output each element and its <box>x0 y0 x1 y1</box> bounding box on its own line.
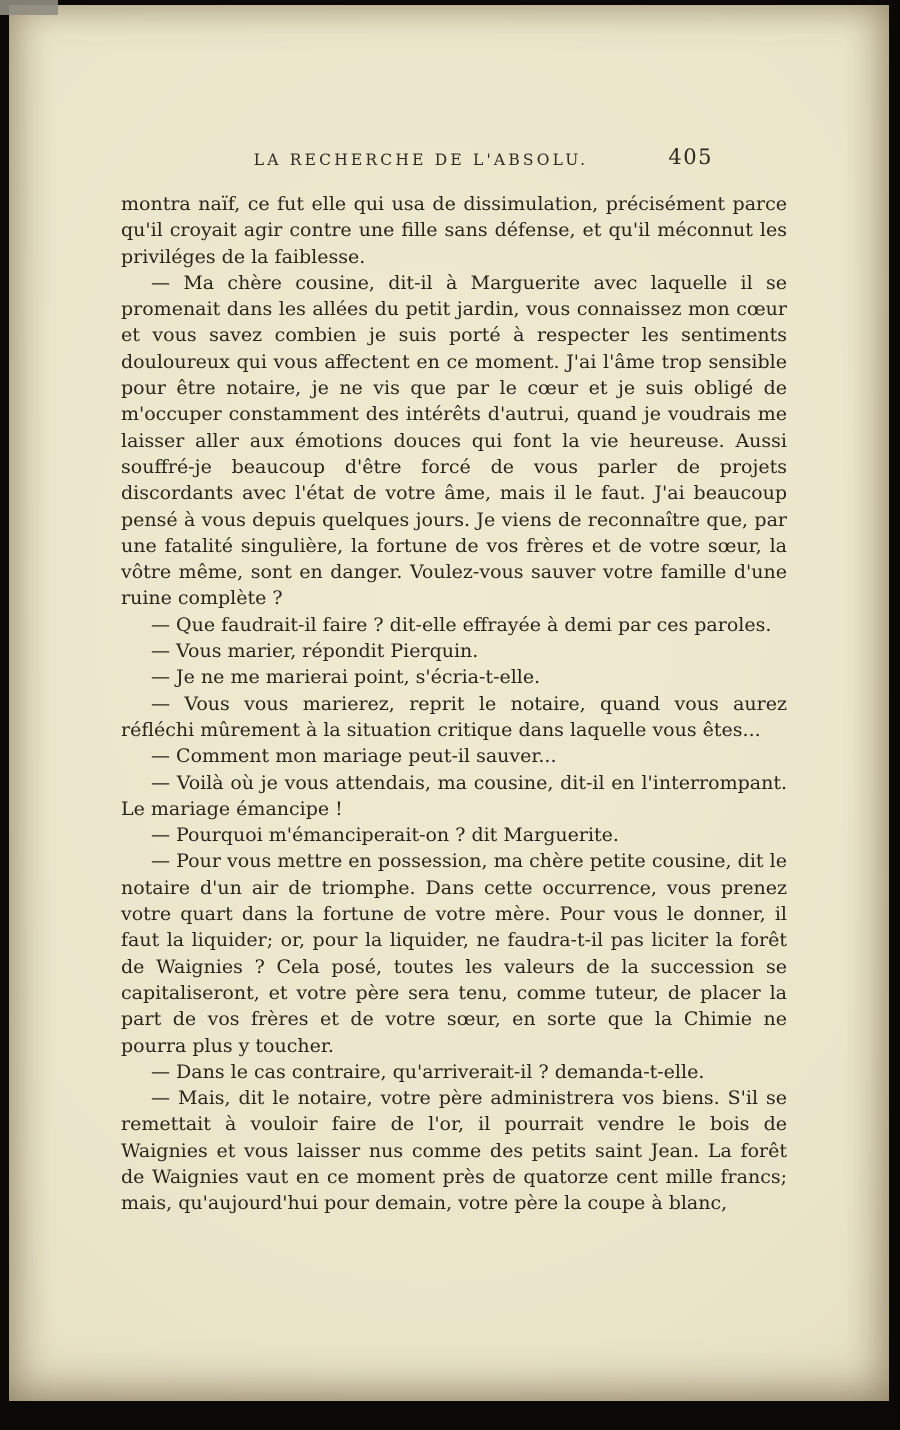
paragraph: — Comment mon mariage peut-il sauver... <box>151 745 557 768</box>
page-paper <box>9 5 889 1401</box>
paragraph: — Vous vous marierez, reprit le notaire, quand vous aurez réfléchi mûrement à la situation critique dans laquelle vous êtes... <box>121 692 787 741</box>
page-header <box>121 145 787 183</box>
paragraph: — Dans le cas contraire, qu'arriverait-il ? demanda-t-elle. <box>151 1060 705 1083</box>
paragraph: — Vous marier, répondit Pierquin. <box>151 640 479 663</box>
paragraph: — Mais, dit le notaire, votre père administrera vos biens. S'il se remettait à vouloir faire de l'or, il pourrait vendre le bois de Waignies et vous laisser nus comme des petits saint Jean. La forêt de Waignies vaut en ce moment près de quatorze cent mille francs; mais, qu'aujourd'hui pour demain, votre père la coupe à blanc, <box>121 1087 787 1215</box>
page-number: 405 <box>668 145 713 169</box>
text-block <box>121 191 787 1217</box>
paragraph: — Ma chère cousine, dit-il à Marguerite avec laquelle il se promenait dans les allées du petit jardin, vous connaissez mon cœur et vous savez combien je suis porté à respecter les sentiments douloureux qui vous affectent en ce moment. J'ai l'âme trop sensible pour être notaire, je ne vis que par le cœur et je suis obligé de m'occuper constamment des intérêts d'autrui, quand je voudrais me laisser aller aux émotions douces qui font la vie heureuse. Aussi souffré-je beaucoup d'être forcé de vous parler de projets discordants avec l'état de votre âme, mais il le faut. J'ai beaucoup pensé à vous depuis quelques jours. Je viens de reconnaître que, par une fatalité singulière, la fortune de vos frères et de votre sœur, la vôtre même, sont en danger. Voulez-vous sauver votre famille d'une ruine complète ? <box>121 271 787 610</box>
paragraph: — Je ne me marierai point, s'écria-t-elle. <box>151 666 541 689</box>
paragraph: — Pour vous mettre en possession, ma chère petite cousine, dit le notaire d'un air de triomphe. Dans cette occurrence, vous prenez votre quart dans la fortune de votre mère. Pour vous le donner, il faut la liquider; or, pour la liquider, ne faudra-t-il pas liciter la forêt de Waignies ? Cela posé, toutes les valeurs de la succession se capitaliseront, et votre père sera tenu, comme tuteur, de placer la part de vos frères et de votre sœur, en sorte que la Chimie ne pourra plus y toucher. <box>121 850 787 1057</box>
scan-corner-smudge <box>0 0 58 15</box>
paragraph: — Que faudrait-il faire ? dit-elle effrayée à demi par ces paroles. <box>151 613 772 636</box>
paragraph: — Voilà où je vous attendais, ma cousine, dit-il en l'interrompant. Le mariage émancipe ! <box>121 771 787 820</box>
paragraph: montra naïf, ce fut elle qui usa de dissimulation, précisément parce qu'il croyait agir contre une fille sans défense, et qu'il méconnut les priviléges de la faiblesse. <box>121 193 787 268</box>
paragraph: — Pourquoi m'émanciperait-on ? dit Marguerite. <box>151 824 619 847</box>
running-title: LA RECHERCHE DE L'ABSOLU. <box>253 151 589 169</box>
